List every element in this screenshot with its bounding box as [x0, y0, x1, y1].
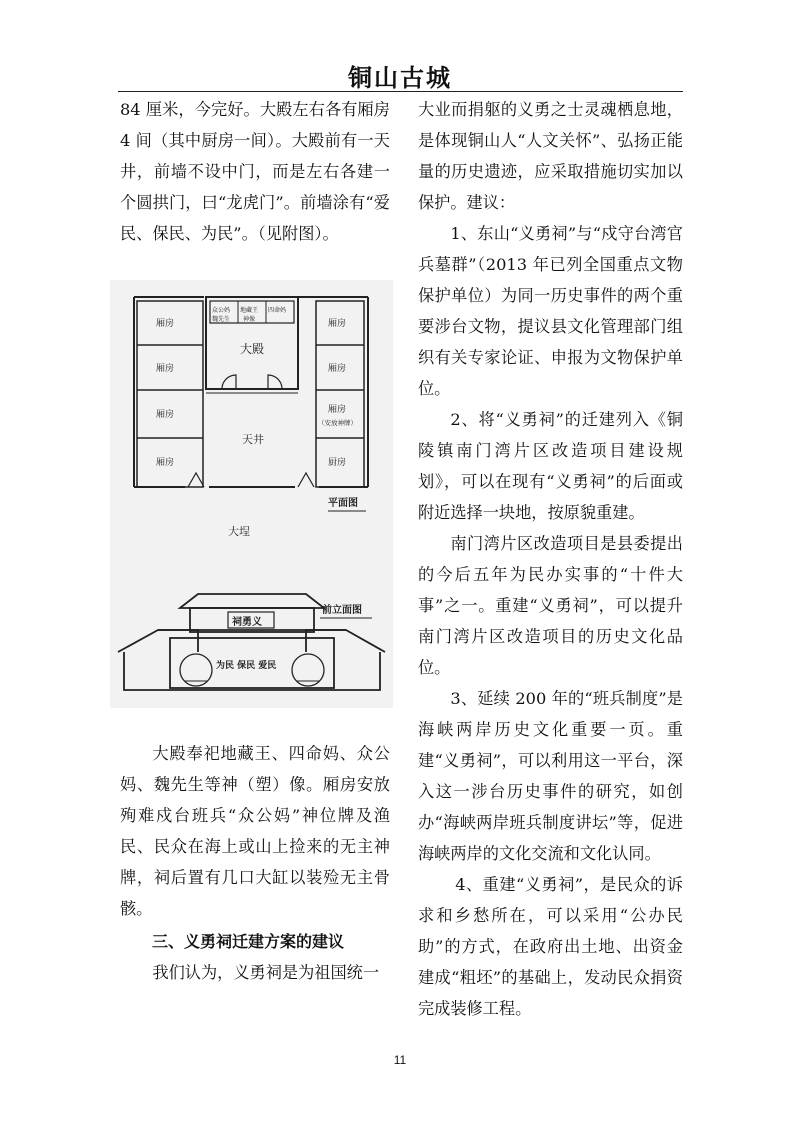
header-rule [118, 91, 683, 92]
street-label: 大埕 [228, 525, 250, 538]
right-paragraph-6: 4、重建“义勇祠”，是民众的诉求和乡愁所在，可以采用“公办民助”的方式，在政府出土地、出资金建成“粗坯”的基础上，发动民众捐资完成装修工程。 [418, 875, 683, 1018]
room-label-3: 厢房 [156, 410, 175, 420]
plaque-text: 祠勇义 [232, 617, 262, 628]
main-hall-label: 大殿 [240, 342, 265, 356]
room-note: （安放神牌） [318, 419, 357, 427]
right-column [418, 94, 683, 1024]
temple-drawing [110, 280, 393, 708]
altar-label-5: 神像 [243, 316, 256, 323]
left-column-top [120, 94, 390, 249]
left-column-bottom [120, 738, 390, 988]
altar-label-1: 众公妈 [212, 307, 231, 314]
right-paragraph-5: 3、延续 200 年的“班兵制度”是海峡两岸历史文化重要一页。重建“义勇祠”，可以利用这一平台，深入这一涉台历史事件的研究，如创办“海峡两岸班兵制度讲坛”等，促进海峡两岸的文化交流和文化认同。 [418, 689, 683, 863]
wall-slogan: 为民 保民 爱民 [216, 661, 277, 671]
page-number: 11 [393, 1053, 407, 1067]
courtyard-label: 天井 [242, 433, 264, 446]
altar-label-3: 四命妈 [268, 307, 287, 314]
section-heading: 三、义勇祠迁建方案的建议 [152, 932, 345, 951]
room-label-4: 厢房 [156, 458, 175, 468]
right-paragraph-2: 1、东山“义勇祠”与“戍守台湾官兵墓群”（2013 年已列全国重点文物保护单位）为同一历史事件的两个重要涉台文物，提议县文化管理部门组织有关专家论证、申报为文物保护单位。 [418, 224, 683, 398]
temple-drawing-svg [110, 280, 393, 708]
left-paragraph-3: 我们认为，义勇祠是为祖国统一 [152, 963, 380, 982]
right-paragraph-1: 大业而捐躯的义勇之士灵魂栖息地，是体现铜山人“人文关怀”、弘扬正能量的历史遗迹，应采取措施切实加以保护。建议： [418, 100, 683, 212]
left-paragraph-2: 大殿奉祀地藏王、四命妈、众公妈、魏先生等神（塑）像。厢房安放殉难戍台班兵“众公妈”神位牌及渔民、民众在海上或山上捡来的无主神牌，祠后置有几口大缸以装殓无主骨骸。 [120, 744, 390, 918]
room-label-6: 厢房 [328, 364, 347, 374]
right-paragraph-4: 南门湾片区改造项目是县委提出的今后五年为民办实事的“十件大事”之一。重建“义勇祠”，可以提升南门湾片区改造项目的历史文化品位。 [418, 534, 683, 677]
header-title: 铜山古城 [348, 63, 452, 92]
altar-label-4: 魏先生 [212, 316, 231, 323]
room-label-1: 厢房 [156, 319, 175, 329]
room-label-2: 厢房 [156, 364, 175, 374]
room-label-7: 厢房 [328, 405, 347, 415]
altar-label-2: 地藏王 [240, 307, 259, 314]
plan-label: 平面图 [328, 498, 358, 509]
room-label-5: 厢房 [328, 319, 347, 329]
elevation-label: 前立面图 [322, 605, 362, 616]
left-paragraph-1: 84 厘米，今完好。大殿左右各有厢房 4 间（其中厨房一间）。大殿前有一天井，前墙不设中门，而是左右各建一个圆拱门，曰“龙虎门”。前墙涂有“爱民、保民、为民”。（见附图）。 [120, 100, 390, 243]
right-paragraph-3: 2、将“义勇祠”的迁建列入《铜陵镇南门湾片区改造项目建设规划》，可以在现有“义勇祠”的后面或附近选择一块地，按原貌重建。 [418, 410, 683, 522]
room-label-8: 厨房 [328, 458, 347, 468]
